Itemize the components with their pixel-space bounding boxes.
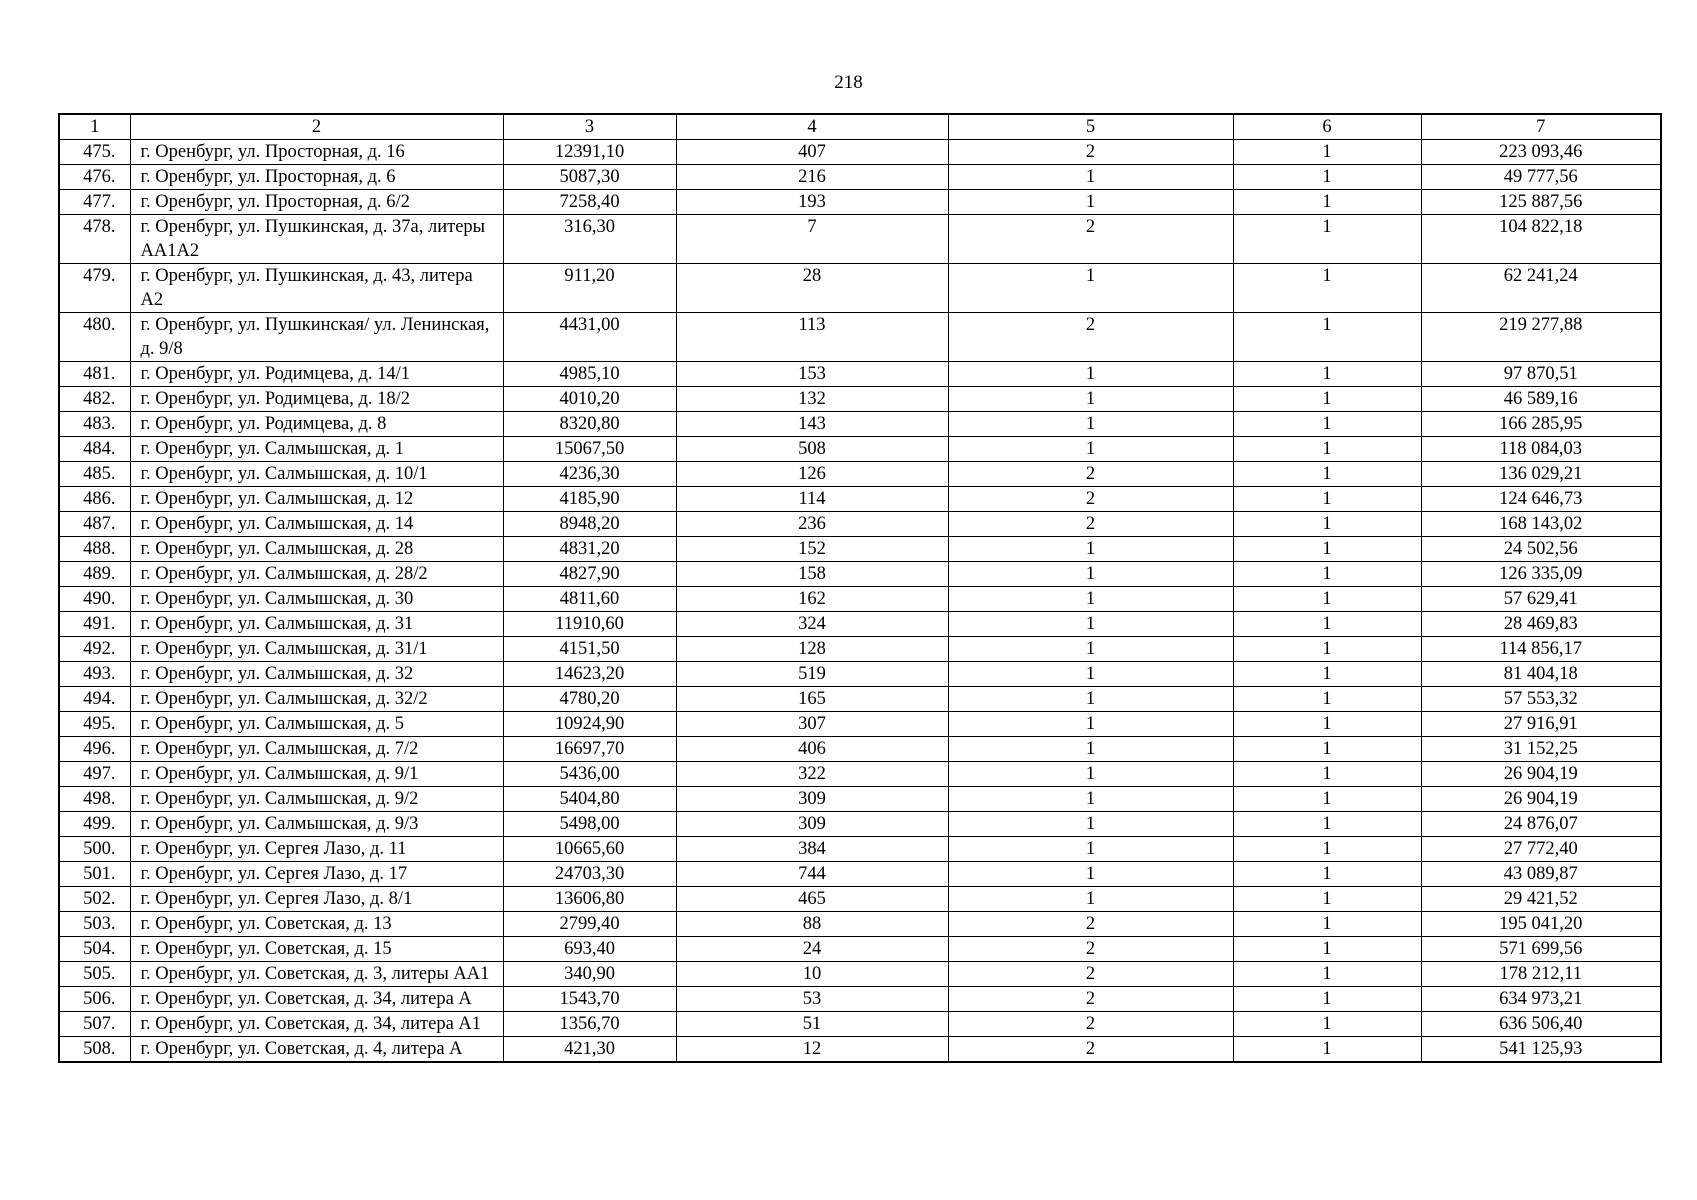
cell-count: 1 [1233, 190, 1421, 215]
table-row [59, 787, 1661, 812]
cell-category: 1 [948, 837, 1233, 862]
header-cell: 7 [1421, 114, 1661, 140]
table-row [59, 165, 1661, 190]
table-row [59, 437, 1661, 462]
cell-row-number: 480. [59, 313, 130, 362]
cell-residents: 143 [676, 412, 948, 437]
cell-count: 1 [1233, 140, 1421, 165]
cell-area: 11910,60 [503, 612, 676, 637]
table-row [59, 140, 1661, 165]
cell-row-number: 505. [59, 962, 130, 987]
cell-row-number: 482. [59, 387, 130, 412]
cell-count: 1 [1233, 313, 1421, 362]
table-row [59, 362, 1661, 387]
cell-row-number: 478. [59, 215, 130, 264]
cell-amount: 97 870,51 [1421, 362, 1661, 387]
cell-amount: 24 876,07 [1421, 812, 1661, 837]
table-row [59, 462, 1661, 487]
cell-residents: 508 [676, 437, 948, 462]
table-row [59, 912, 1661, 937]
cell-address: г. Оренбург, ул. Советская, д. 3, литеры АА1 [130, 962, 503, 987]
cell-area: 5404,80 [503, 787, 676, 812]
cell-address: г. Оренбург, ул. Сергея Лазо, д. 8/1 [130, 887, 503, 912]
cell-category: 1 [948, 687, 1233, 712]
table-row [59, 190, 1661, 215]
cell-row-number: 501. [59, 862, 130, 887]
cell-count: 1 [1233, 962, 1421, 987]
cell-category: 1 [948, 412, 1233, 437]
cell-address: г. Оренбург, ул. Салмышская, д. 9/1 [130, 762, 503, 787]
cell-category: 2 [948, 215, 1233, 264]
cell-count: 1 [1233, 812, 1421, 837]
cell-amount: 46 589,16 [1421, 387, 1661, 412]
cell-area: 10665,60 [503, 837, 676, 862]
cell-amount: 29 421,52 [1421, 887, 1661, 912]
header-cell: 4 [676, 114, 948, 140]
cell-category: 1 [948, 437, 1233, 462]
table-body [59, 140, 1661, 1063]
cell-category: 1 [948, 612, 1233, 637]
cell-count: 1 [1233, 787, 1421, 812]
cell-address: г. Оренбург, ул. Салмышская, д. 12 [130, 487, 503, 512]
cell-category: 1 [948, 712, 1233, 737]
cell-residents: 465 [676, 887, 948, 912]
cell-residents: 519 [676, 662, 948, 687]
cell-amount: 27 772,40 [1421, 837, 1661, 862]
table-row [59, 662, 1661, 687]
cell-area: 5498,00 [503, 812, 676, 837]
cell-area: 1356,70 [503, 1012, 676, 1037]
cell-category: 1 [948, 190, 1233, 215]
cell-amount: 62 241,24 [1421, 264, 1661, 313]
cell-residents: 309 [676, 812, 948, 837]
cell-count: 1 [1233, 662, 1421, 687]
cell-category: 1 [948, 387, 1233, 412]
cell-address: г. Оренбург, ул. Родимцева, д. 8 [130, 412, 503, 437]
table-row [59, 412, 1661, 437]
cell-count: 1 [1233, 537, 1421, 562]
cell-address: г. Оренбург, ул. Пушкинская, д. 43, литера А2 [130, 264, 503, 313]
cell-row-number: 497. [59, 762, 130, 787]
cell-residents: 309 [676, 787, 948, 812]
table-row [59, 313, 1661, 362]
cell-residents: 114 [676, 487, 948, 512]
cell-count: 1 [1233, 762, 1421, 787]
cell-category: 1 [948, 637, 1233, 662]
cell-residents: 51 [676, 1012, 948, 1037]
cell-residents: 10 [676, 962, 948, 987]
cell-area: 5087,30 [503, 165, 676, 190]
cell-row-number: 508. [59, 1037, 130, 1063]
cell-area: 7258,40 [503, 190, 676, 215]
cell-residents: 12 [676, 1037, 948, 1063]
cell-address: г. Оренбург, ул. Салмышская, д. 14 [130, 512, 503, 537]
table-row [59, 537, 1661, 562]
table-row [59, 962, 1661, 987]
cell-address: г. Оренбург, ул. Салмышская, д. 28/2 [130, 562, 503, 587]
table-row [59, 215, 1661, 264]
cell-residents: 53 [676, 987, 948, 1012]
cell-row-number: 486. [59, 487, 130, 512]
cell-category: 1 [948, 587, 1233, 612]
cell-category: 1 [948, 562, 1233, 587]
cell-address: г. Оренбург, ул. Салмышская, д. 32/2 [130, 687, 503, 712]
cell-amount: 81 404,18 [1421, 662, 1661, 687]
cell-count: 1 [1233, 437, 1421, 462]
table-row [59, 487, 1661, 512]
header-cell: 6 [1233, 114, 1421, 140]
cell-category: 1 [948, 862, 1233, 887]
cell-category: 1 [948, 362, 1233, 387]
cell-residents: 322 [676, 762, 948, 787]
cell-area: 4151,50 [503, 637, 676, 662]
cell-amount: 43 089,87 [1421, 862, 1661, 887]
cell-amount: 57 629,41 [1421, 587, 1661, 612]
cell-amount: 28 469,83 [1421, 612, 1661, 637]
cell-address: г. Оренбург, ул. Советская, д. 34, литера А [130, 987, 503, 1012]
cell-area: 4811,60 [503, 587, 676, 612]
cell-amount: 168 143,02 [1421, 512, 1661, 537]
table-row [59, 937, 1661, 962]
cell-address: г. Оренбург, ул. Советская, д. 13 [130, 912, 503, 937]
cell-address: г. Оренбург, ул. Советская, д. 15 [130, 937, 503, 962]
cell-amount: 178 212,11 [1421, 962, 1661, 987]
cell-row-number: 488. [59, 537, 130, 562]
header-cell: 5 [948, 114, 1233, 140]
cell-area: 340,90 [503, 962, 676, 987]
cell-count: 1 [1233, 215, 1421, 264]
cell-residents: 128 [676, 637, 948, 662]
addresses-table [58, 113, 1662, 1063]
header-cell: 2 [130, 114, 503, 140]
cell-category: 2 [948, 1037, 1233, 1063]
cell-count: 1 [1233, 412, 1421, 437]
cell-residents: 216 [676, 165, 948, 190]
cell-address: г. Оренбург, ул. Советская, д. 34, литера А1 [130, 1012, 503, 1037]
table-row [59, 712, 1661, 737]
cell-residents: 126 [676, 462, 948, 487]
cell-category: 1 [948, 165, 1233, 190]
cell-area: 15067,50 [503, 437, 676, 462]
cell-category: 2 [948, 987, 1233, 1012]
cell-residents: 158 [676, 562, 948, 587]
cell-category: 1 [948, 787, 1233, 812]
cell-address: г. Оренбург, ул. Салмышская, д. 31 [130, 612, 503, 637]
cell-count: 1 [1233, 165, 1421, 190]
cell-amount: 104 822,18 [1421, 215, 1661, 264]
cell-area: 10924,90 [503, 712, 676, 737]
cell-category: 1 [948, 812, 1233, 837]
cell-residents: 162 [676, 587, 948, 612]
cell-row-number: 489. [59, 562, 130, 587]
cell-count: 1 [1233, 987, 1421, 1012]
cell-count: 1 [1233, 912, 1421, 937]
cell-count: 1 [1233, 1037, 1421, 1063]
cell-count: 1 [1233, 687, 1421, 712]
cell-row-number: 507. [59, 1012, 130, 1037]
cell-count: 1 [1233, 562, 1421, 587]
cell-address: г. Оренбург, ул. Сергея Лазо, д. 17 [130, 862, 503, 887]
cell-count: 1 [1233, 487, 1421, 512]
cell-residents: 7 [676, 215, 948, 264]
table-row [59, 387, 1661, 412]
cell-row-number: 491. [59, 612, 130, 637]
cell-count: 1 [1233, 1012, 1421, 1037]
table-row [59, 612, 1661, 637]
table-row [59, 1037, 1661, 1063]
cell-residents: 324 [676, 612, 948, 637]
cell-address: г. Оренбург, ул. Салмышская, д. 9/2 [130, 787, 503, 812]
cell-amount: 223 093,46 [1421, 140, 1661, 165]
page-number: 218 [834, 72, 863, 93]
cell-amount: 31 152,25 [1421, 737, 1661, 762]
cell-category: 2 [948, 937, 1233, 962]
table-row [59, 837, 1661, 862]
cell-count: 1 [1233, 587, 1421, 612]
cell-area: 911,20 [503, 264, 676, 313]
cell-count: 1 [1233, 862, 1421, 887]
table-row [59, 512, 1661, 537]
cell-count: 1 [1233, 637, 1421, 662]
cell-address: г. Оренбург, ул. Салмышская, д. 30 [130, 587, 503, 612]
cell-amount: 636 506,40 [1421, 1012, 1661, 1037]
cell-count: 1 [1233, 612, 1421, 637]
cell-address: г. Оренбург, ул. Просторная, д. 16 [130, 140, 503, 165]
cell-row-number: 504. [59, 937, 130, 962]
cell-amount: 634 973,21 [1421, 987, 1661, 1012]
cell-category: 2 [948, 962, 1233, 987]
cell-row-number: 484. [59, 437, 130, 462]
cell-count: 1 [1233, 362, 1421, 387]
cell-row-number: 499. [59, 812, 130, 837]
cell-category: 1 [948, 737, 1233, 762]
cell-count: 1 [1233, 737, 1421, 762]
cell-row-number: 502. [59, 887, 130, 912]
cell-area: 4985,10 [503, 362, 676, 387]
cell-address: г. Оренбург, ул. Советская, д. 4, литера А [130, 1037, 503, 1063]
cell-row-number: 490. [59, 587, 130, 612]
cell-category: 2 [948, 462, 1233, 487]
cell-row-number: 485. [59, 462, 130, 487]
cell-count: 1 [1233, 712, 1421, 737]
cell-category: 2 [948, 912, 1233, 937]
table-row [59, 762, 1661, 787]
cell-residents: 153 [676, 362, 948, 387]
cell-category: 1 [948, 762, 1233, 787]
cell-area: 693,40 [503, 937, 676, 962]
cell-amount: 26 904,19 [1421, 787, 1661, 812]
cell-count: 1 [1233, 937, 1421, 962]
cell-category: 1 [948, 662, 1233, 687]
cell-address: г. Оренбург, ул. Салмышская, д. 32 [130, 662, 503, 687]
cell-row-number: 479. [59, 264, 130, 313]
cell-amount: 26 904,19 [1421, 762, 1661, 787]
cell-amount: 27 916,91 [1421, 712, 1661, 737]
cell-amount: 49 777,56 [1421, 165, 1661, 190]
cell-residents: 193 [676, 190, 948, 215]
cell-area: 1543,70 [503, 987, 676, 1012]
cell-area: 8948,20 [503, 512, 676, 537]
table-row [59, 812, 1661, 837]
cell-row-number: 481. [59, 362, 130, 387]
cell-category: 2 [948, 487, 1233, 512]
cell-amount: 541 125,93 [1421, 1037, 1661, 1063]
cell-count: 1 [1233, 512, 1421, 537]
cell-row-number: 493. [59, 662, 130, 687]
cell-area: 4780,20 [503, 687, 676, 712]
cell-area: 4010,20 [503, 387, 676, 412]
cell-area: 4827,90 [503, 562, 676, 587]
cell-category: 2 [948, 512, 1233, 537]
cell-row-number: 476. [59, 165, 130, 190]
cell-address: г. Оренбург, ул. Салмышская, д. 31/1 [130, 637, 503, 662]
header-row [59, 114, 1661, 140]
cell-count: 1 [1233, 887, 1421, 912]
cell-address: г. Оренбург, ул. Салмышская, д. 1 [130, 437, 503, 462]
cell-row-number: 475. [59, 140, 130, 165]
cell-address: г. Оренбург, ул. Просторная, д. 6/2 [130, 190, 503, 215]
cell-area: 24703,30 [503, 862, 676, 887]
cell-count: 1 [1233, 462, 1421, 487]
cell-amount: 118 084,03 [1421, 437, 1661, 462]
cell-amount: 219 277,88 [1421, 313, 1661, 362]
cell-area: 8320,80 [503, 412, 676, 437]
cell-area: 16697,70 [503, 737, 676, 762]
cell-address: г. Оренбург, ул. Салмышская, д. 28 [130, 537, 503, 562]
cell-amount: 136 029,21 [1421, 462, 1661, 487]
table-row [59, 264, 1661, 313]
cell-amount: 125 887,56 [1421, 190, 1661, 215]
cell-residents: 24 [676, 937, 948, 962]
cell-count: 1 [1233, 264, 1421, 313]
cell-address: г. Оренбург, ул. Салмышская, д. 5 [130, 712, 503, 737]
cell-amount: 57 553,32 [1421, 687, 1661, 712]
cell-residents: 132 [676, 387, 948, 412]
cell-amount: 571 699,56 [1421, 937, 1661, 962]
cell-area: 4831,20 [503, 537, 676, 562]
cell-amount: 24 502,56 [1421, 537, 1661, 562]
cell-residents: 384 [676, 837, 948, 862]
cell-area: 4236,30 [503, 462, 676, 487]
table-row [59, 737, 1661, 762]
cell-residents: 307 [676, 712, 948, 737]
cell-row-number: 496. [59, 737, 130, 762]
cell-address: г. Оренбург, ул. Пушкинская/ ул. Ленинская, д. 9/8 [130, 313, 503, 362]
cell-address: г. Оренбург, ул. Просторная, д. 6 [130, 165, 503, 190]
cell-residents: 165 [676, 687, 948, 712]
table-row [59, 862, 1661, 887]
cell-residents: 236 [676, 512, 948, 537]
cell-address: г. Оренбург, ул. Родимцева, д. 14/1 [130, 362, 503, 387]
table-row [59, 987, 1661, 1012]
cell-area: 13606,80 [503, 887, 676, 912]
table-row [59, 887, 1661, 912]
cell-row-number: 492. [59, 637, 130, 662]
cell-amount: 124 646,73 [1421, 487, 1661, 512]
cell-area: 4185,90 [503, 487, 676, 512]
cell-area: 12391,10 [503, 140, 676, 165]
cell-row-number: 503. [59, 912, 130, 937]
cell-category: 1 [948, 887, 1233, 912]
cell-count: 1 [1233, 387, 1421, 412]
cell-address: г. Оренбург, ул. Салмышская, д. 7/2 [130, 737, 503, 762]
cell-row-number: 506. [59, 987, 130, 1012]
table-row [59, 637, 1661, 662]
cell-address: г. Оренбург, ул. Салмышская, д. 10/1 [130, 462, 503, 487]
cell-row-number: 498. [59, 787, 130, 812]
cell-amount: 166 285,95 [1421, 412, 1661, 437]
cell-area: 2799,40 [503, 912, 676, 937]
cell-residents: 88 [676, 912, 948, 937]
cell-amount: 114 856,17 [1421, 637, 1661, 662]
cell-area: 14623,20 [503, 662, 676, 687]
cell-address: г. Оренбург, ул. Пушкинская, д. 37а, литеры АА1А2 [130, 215, 503, 264]
cell-address: г. Оренбург, ул. Сергея Лазо, д. 11 [130, 837, 503, 862]
cell-row-number: 495. [59, 712, 130, 737]
cell-residents: 28 [676, 264, 948, 313]
cell-category: 2 [948, 313, 1233, 362]
cell-residents: 407 [676, 140, 948, 165]
cell-area: 4431,00 [503, 313, 676, 362]
cell-row-number: 477. [59, 190, 130, 215]
cell-row-number: 483. [59, 412, 130, 437]
cell-row-number: 494. [59, 687, 130, 712]
cell-category: 2 [948, 140, 1233, 165]
cell-row-number: 500. [59, 837, 130, 862]
cell-address: г. Оренбург, ул. Родимцева, д. 18/2 [130, 387, 503, 412]
table-row [59, 687, 1661, 712]
cell-row-number: 487. [59, 512, 130, 537]
cell-area: 5436,00 [503, 762, 676, 787]
cell-residents: 152 [676, 537, 948, 562]
cell-residents: 113 [676, 313, 948, 362]
cell-area: 421,30 [503, 1037, 676, 1063]
cell-category: 1 [948, 264, 1233, 313]
cell-count: 1 [1233, 837, 1421, 862]
cell-category: 1 [948, 537, 1233, 562]
header-cell: 3 [503, 114, 676, 140]
cell-address: г. Оренбург, ул. Салмышская, д. 9/3 [130, 812, 503, 837]
cell-residents: 744 [676, 862, 948, 887]
header-cell: 1 [59, 114, 130, 140]
table-row [59, 1012, 1661, 1037]
cell-residents: 406 [676, 737, 948, 762]
table-row [59, 587, 1661, 612]
cell-amount: 126 335,09 [1421, 562, 1661, 587]
cell-amount: 195 041,20 [1421, 912, 1661, 937]
cell-area: 316,30 [503, 215, 676, 264]
cell-category: 2 [948, 1012, 1233, 1037]
table-row [59, 562, 1661, 587]
